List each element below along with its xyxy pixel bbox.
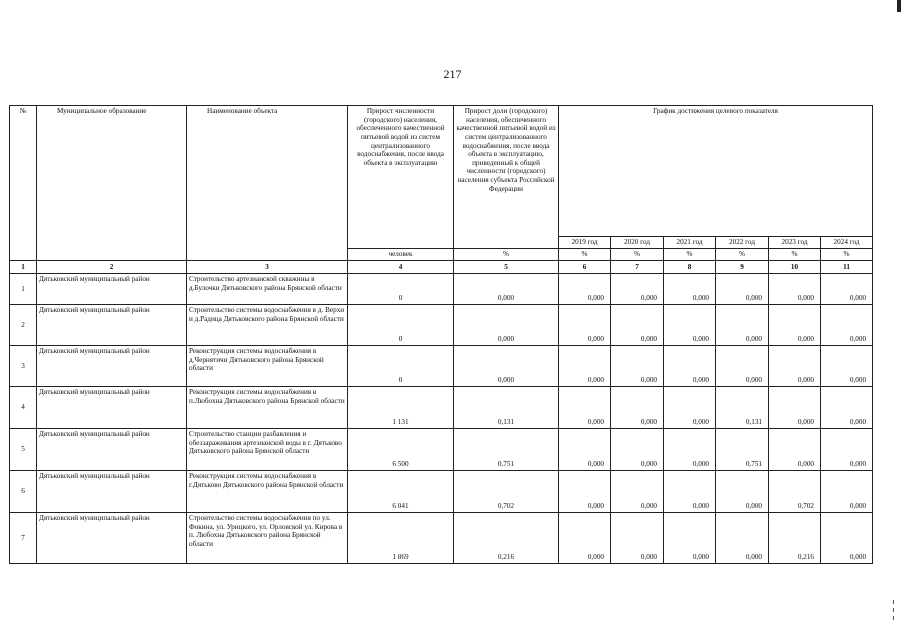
- unit-percent: %: [769, 249, 821, 261]
- share-increase-cell: 0,000: [454, 274, 559, 305]
- share-increase-cell: 0,131: [454, 387, 559, 429]
- year-value-cell: 0,000: [611, 513, 664, 564]
- column-number: 11: [821, 261, 873, 274]
- year-value-cell: 0,000: [611, 387, 664, 429]
- year-value-cell: 0,000: [611, 305, 664, 346]
- object-name-cell: Строительство артезианской скважины в д.Булочки Дятьковского района Брянской области: [187, 274, 348, 305]
- header-year: 2021 год: [664, 237, 716, 249]
- year-value-cell: 0,000: [664, 274, 716, 305]
- year-value-cell: 0,000: [716, 305, 769, 346]
- unit-percent: %: [716, 249, 769, 261]
- column-number: 4: [348, 261, 454, 274]
- column-number: 7: [611, 261, 664, 274]
- column-number: 5: [454, 261, 559, 274]
- header-schedule: График достижения целевого показателя: [559, 106, 873, 237]
- header-year: 2024 год: [821, 237, 873, 249]
- year-value-cell: 0,000: [559, 513, 611, 564]
- object-name-cell: Реконструкция системы водоснабжения в д.Чернятичи Дятьковского района Брянской области: [187, 346, 348, 387]
- population-increase-cell: 1 131: [348, 387, 454, 429]
- municipality-cell: Дятьковский муниципальный район: [37, 471, 187, 513]
- row-number: 2: [10, 305, 37, 346]
- year-value-cell: 0,000: [716, 513, 769, 564]
- municipality-cell: Дятьковский муниципальный район: [37, 387, 187, 429]
- share-increase-cell: 0,751: [454, 429, 559, 471]
- year-value-cell: 0,000: [821, 346, 873, 387]
- year-value-cell: 0,000: [664, 513, 716, 564]
- year-value-cell: 0,000: [664, 429, 716, 471]
- column-number: 2: [37, 261, 187, 274]
- header-year: 2022 год: [716, 237, 769, 249]
- table-row: [10, 387, 873, 429]
- population-increase-cell: 1 869: [348, 513, 454, 564]
- share-increase-cell: 0,702: [454, 471, 559, 513]
- year-value-cell: 0,000: [769, 387, 821, 429]
- year-value-cell: 0,000: [769, 274, 821, 305]
- row-number: 5: [10, 429, 37, 471]
- year-value-cell: 0,000: [821, 305, 873, 346]
- column-number: 3: [187, 261, 348, 274]
- row-number: 4: [10, 387, 37, 429]
- object-name-cell: Строительство системы водоснабжения по ул. Фокина, ул. Урицкого, ул. Орловской ул. Кирова в п. Любохна Дятьковского района Брянской области: [187, 513, 348, 564]
- target-indicator-table: [9, 105, 873, 564]
- population-increase-cell: 0: [348, 274, 454, 305]
- population-increase-cell: 6 041: [348, 471, 454, 513]
- year-value-cell: 0,000: [769, 346, 821, 387]
- row-number: 3: [10, 346, 37, 387]
- year-value-cell: 0,000: [559, 471, 611, 513]
- year-value-cell: 0,000: [559, 274, 611, 305]
- population-increase-cell: 0: [348, 305, 454, 346]
- header-year: 2023 год: [769, 237, 821, 249]
- header-no: №: [10, 106, 37, 261]
- year-value-cell: 0,000: [559, 387, 611, 429]
- year-value-cell: 0,751: [716, 429, 769, 471]
- year-value-cell: 0,000: [716, 471, 769, 513]
- table-row: [10, 513, 873, 564]
- municipality-cell: Дятьковский муниципальный район: [37, 274, 187, 305]
- object-name-cell: Реконструкция системы водоснабжения в п.Любохна Дятьковского района Брянской области: [187, 387, 348, 429]
- year-value-cell: 0,000: [559, 305, 611, 346]
- column-number: 9: [716, 261, 769, 274]
- municipality-cell: Дятьковский муниципальный район: [37, 346, 187, 387]
- municipality-cell: Дятьковский муниципальный район: [37, 305, 187, 346]
- column-number: 8: [664, 261, 716, 274]
- header-share-increase: Прирост доли (городского) населения, обеспеченного качественной питьевой водой из систем централизованного водоснабжения, после ввода объекта в эксплуатацию, приведенный к общей численности (городского) населения субъекта Российской Федерации: [454, 106, 559, 249]
- unit-percent: %: [611, 249, 664, 261]
- year-value-cell: 0,000: [821, 429, 873, 471]
- page-number: 217: [443, 67, 462, 81]
- municipality-cell: Дятьковский муниципальный район: [37, 513, 187, 564]
- year-value-cell: 0,000: [664, 346, 716, 387]
- year-value-cell: 0,000: [664, 305, 716, 346]
- year-value-cell: 0,000: [716, 274, 769, 305]
- year-value-cell: 0,216: [769, 513, 821, 564]
- row-number: 1: [10, 274, 37, 305]
- column-number: 10: [769, 261, 821, 274]
- year-value-cell: 0,000: [769, 429, 821, 471]
- year-value-cell: 0,131: [716, 387, 769, 429]
- population-increase-cell: 6 500: [348, 429, 454, 471]
- unit-percent: %: [821, 249, 873, 261]
- municipality-cell: Дятьковский муниципальный район: [37, 429, 187, 471]
- unit-people: человек: [348, 249, 454, 261]
- share-increase-cell: 0,000: [454, 346, 559, 387]
- object-name-cell: Строительство станции разбавления и обеззараживания артезианской воды в г. Дятьково Дятьковского района Брянской области: [187, 429, 348, 471]
- column-number: 1: [10, 261, 37, 274]
- table-row: [10, 305, 873, 346]
- table-row: [10, 471, 873, 513]
- year-value-cell: 0,000: [559, 429, 611, 471]
- share-increase-cell: 0,216: [454, 513, 559, 564]
- table-header-row: [10, 106, 873, 237]
- year-value-cell: 0,000: [821, 387, 873, 429]
- header-municipality: Муниципальное образование: [37, 106, 187, 261]
- year-value-cell: 0,000: [664, 387, 716, 429]
- year-value-cell: 0,000: [821, 513, 873, 564]
- table-row: [10, 274, 873, 305]
- unit-percent: %: [559, 249, 611, 261]
- unit-percent: %: [664, 249, 716, 261]
- header-object: Наименование объекта: [187, 106, 348, 261]
- year-value-cell: 0,000: [611, 346, 664, 387]
- year-value-cell: 0,000: [559, 346, 611, 387]
- year-value-cell: 0,000: [664, 471, 716, 513]
- column-number: 6: [559, 261, 611, 274]
- scan-margin-marks: [893, 600, 895, 620]
- object-name-cell: Строительство системы водоснабжения в д. Верхи и д.Радица Дятьковского района Брянской области: [187, 305, 348, 346]
- year-value-cell: 0,000: [821, 274, 873, 305]
- header-year: 2020 год: [611, 237, 664, 249]
- share-increase-cell: 0,000: [454, 305, 559, 346]
- table-row: [10, 429, 873, 471]
- row-number: 7: [10, 513, 37, 564]
- row-number: 6: [10, 471, 37, 513]
- table-row: [10, 346, 873, 387]
- year-value-cell: 0,000: [769, 305, 821, 346]
- object-name-cell: Реконструкция системы водоснабжения в г.Дятьково Дятьковского района Брянской области: [187, 471, 348, 513]
- header-year: 2019 год: [559, 237, 611, 249]
- year-value-cell: 0,702: [769, 471, 821, 513]
- year-value-cell: 0,000: [611, 471, 664, 513]
- year-value-cell: 0,000: [611, 274, 664, 305]
- header-population-increase: Прирост численности (городского) населения, обеспеченного качественной питьевой водой из систем централизованного водоснабжения, после ввода объекта в эксплуатацию: [348, 106, 454, 249]
- scan-edge-mark: [897, 0, 901, 12]
- year-value-cell: 0,000: [716, 346, 769, 387]
- population-increase-cell: 0: [348, 346, 454, 387]
- year-value-cell: 0,000: [821, 471, 873, 513]
- column-numbers-row: [10, 261, 873, 274]
- unit-percent: %: [454, 249, 559, 261]
- year-value-cell: 0,000: [611, 429, 664, 471]
